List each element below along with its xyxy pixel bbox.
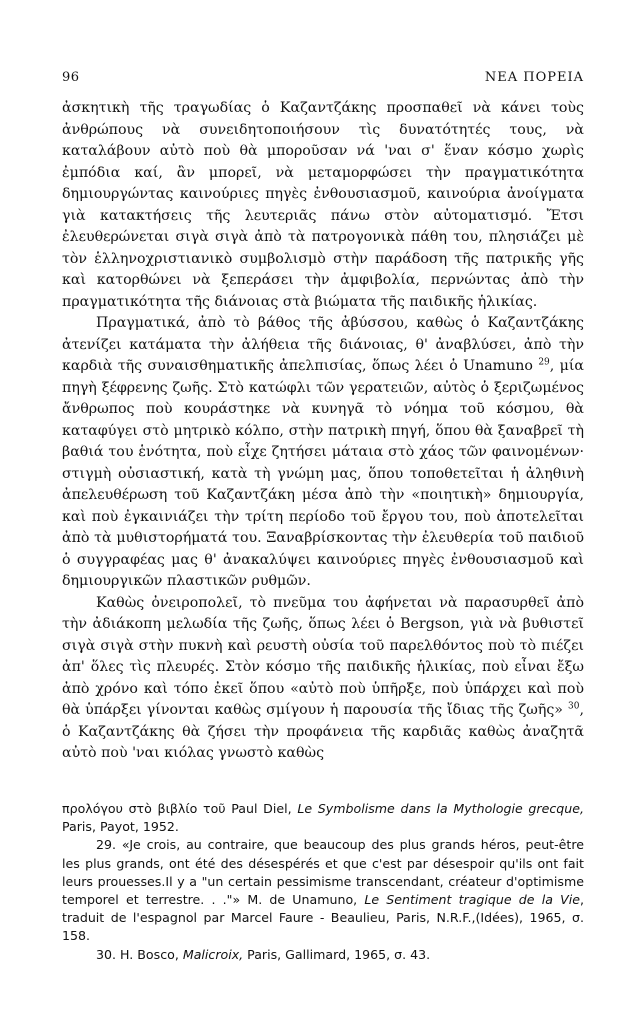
footnote-ref: 29 bbox=[538, 357, 550, 368]
main-text bbox=[62, 98, 584, 765]
footnote: 29. «Je crois, au contraire, que beaucoup des plus grands héros, peut-être les plus grands, ont été des désespérés et que c'est par désespoir qu'ils ont fait leurs prouesses.Il y a "un certain pessimisme transcendant, créateur d'optimisme temporel et terrestre. . ."» M. de Unamuno, Le Sentiment tragique de la Vie, traduit de l'espagnol par Marcel Faure - Beaulieu, Paris, N.R.F.,(Idées), 1965, σ. 158. bbox=[62, 837, 584, 944]
running-head: ΝΕΑ ΠΟΡΕΙΑ bbox=[484, 70, 584, 85]
footnote: 30. H. Bosco, Malicroix, Paris, Gallimard, 1965, σ. 43. bbox=[96, 946, 431, 962]
book-title: Le Symbolisme dans la Mythologie grecque, bbox=[297, 801, 584, 816]
paragraph: Καθὼς ὀνειροπολεῖ, τὸ πνεῦμα του ἀφήνεται νὰ παρασυρθεῖ ἀπὸ τὴν ἀδιάκοπη μελωδία τῆς ζωῆς, ὅπως λέει ὁ Bergson, γιὰ νὰ βυθιστεῖ σιγὰ σιγὰ στὴν πυκνὴ καὶ ρευστὴ οὐσία τοῦ παρελθόντος ποὺ τὸ πιέζει ἀπ' ὅλες τὶς πλευρές. Στὸν κόσμο τῆς παιδικῆς ἡλικίας, ποὺ εἶναι ἔξω ἀπὸ χρόνο καὶ τόπο ἐκεῖ ὅπου «αὐτὸ ποὺ ὑπῆρξε, ποὺ ὑπάρχει καὶ ποὺ θὰ ὑπάρξει γίνονται καθὼς σμίγουν ἡ παρουσία τῆς ἴδιας τῆς ζωῆς» $^{30}$, ὁ Καζαντζάκης θὰ ζήσει τὴν προφάνεια τῆς καρδιᾶς καθὼς ἀναζητᾶ αὐτὸ ποὺ 'ναι κιόλας γνωστὸ καθὼς bbox=[62, 594, 584, 761]
book-title: Le Sentiment tragique de la Vie bbox=[364, 892, 580, 908]
paragraph: ἀσκητικὴ τῆς τραγωδίας ὁ Καζαντζάκης προσπαθεῖ νὰ κάνει τοὺς ἀνθρώπους νὰ συνειδητοποιήσουν τὶς δυνατότητές τους, νὰ καταλάβουν αὐτὸ ποὺ θὰ μποροῦσαν νά 'ναι σ' ἕναν κόσμο χωρὶς ἐμπόδια καί, ἂν μπορεῖ, νὰ μεταμορφώσει τὴν πραγματικότητα δημιουργώντας καινούριες πηγὲς ἐνθουσιασμοῦ, καινούρια ἀνοίγματα γιὰ κατακτήσεις τῆς λευτεριᾶς πάνω στὸν αὐτοματισμό. Ἔτσι ἐλευθερώνεται σιγὰ σιγὰ ἀπὸ τὰ πατρογονικὰ πάθη του, πλησιάζει μὲ τὸν ἑλληνοχριστιανικὸ συμβολισμὸ στὴν παράδοση τῆς πατρικῆς γῆς καὶ κατορθώνει νὰ ξεπεράσει τὴν ἀμφιβολία, περνώντας ἀπὸ τὴν πραγματικότητα τῆς διάνοιας στὰ βιώματα τῆς παιδικῆς ἡλικίας. bbox=[62, 100, 584, 310]
footnote: προλόγου στὸ βιβλίο τοῦ Paul Diel, Le Symbolisme dans la Mythologie grecque, Paris, Payot, 1952. bbox=[62, 801, 584, 835]
page-header bbox=[62, 70, 584, 90]
footnote-ref: 30 bbox=[568, 701, 580, 712]
paragraph: Πραγματικά, ἀπὸ τὸ βάθος τῆς ἀβύσσου, καθὼς ὁ Καζαντζάκης ἀτενίζει κατάματα τὴν ἀλήθεια τῆς διάνοιας, θ' ἀναβλύσει, ἀπὸ τὴν καρδιὰ τῆς συναισθηματικῆς ἀπελπισίας, ὅπως λέει ὁ Unamuno $^{29}$, μία πηγὴ ξέφρενης ζωῆς. Στὸ κατώφλι τῶν γερατειῶν, αὐτὸς ὁ ξεριζωμένος ἄνθρωπος ποὺ κουράστηκε νὰ κυνηγᾶ τὸ νόημα τοῦ κόσμου, θὰ καταφύγει στὸ μητρικὸ κόλπο, στὴν πατρικὴ πηγή, ὅπου θὰ ξαναβρεῖ τὴ βαθιά του ἑνότητα, ποὺ εἶχε ζητήσει μάταια στὸ χάος τῶν φαινομένων· στιγμὴ οὐσιαστική, κατὰ τὴ γνώμη μας, ὅπου τοποθετεῖται ἡ ἀληθινὴ ἀπελευθέρωση τοῦ Καζαντζάκη μέσα ἀπὸ τὴν «ποιητικὴ» δημιουργία, καὶ ποὺ ἐγκαινιάζει τὴν τρίτη περίοδο τοῦ ἔργου του, ποὺ ἀποτελεῖται ἀπὸ τὰ μυθιστορήματά του. Ξαναβρίσκοντας τὴν ἐλευθερία τοῦ παιδιοῦ ὁ συγγραφέας μας θ' ἀνακαλύψει καινούριες πηγὲς ἐνθουσιασμοῦ καὶ δημιουργικῶν πλαστικῶν ρυθμῶν. bbox=[62, 315, 585, 589]
footnotes bbox=[62, 800, 584, 964]
page-number: 96 bbox=[62, 70, 80, 85]
book-title: Malicroix, bbox=[182, 946, 244, 962]
